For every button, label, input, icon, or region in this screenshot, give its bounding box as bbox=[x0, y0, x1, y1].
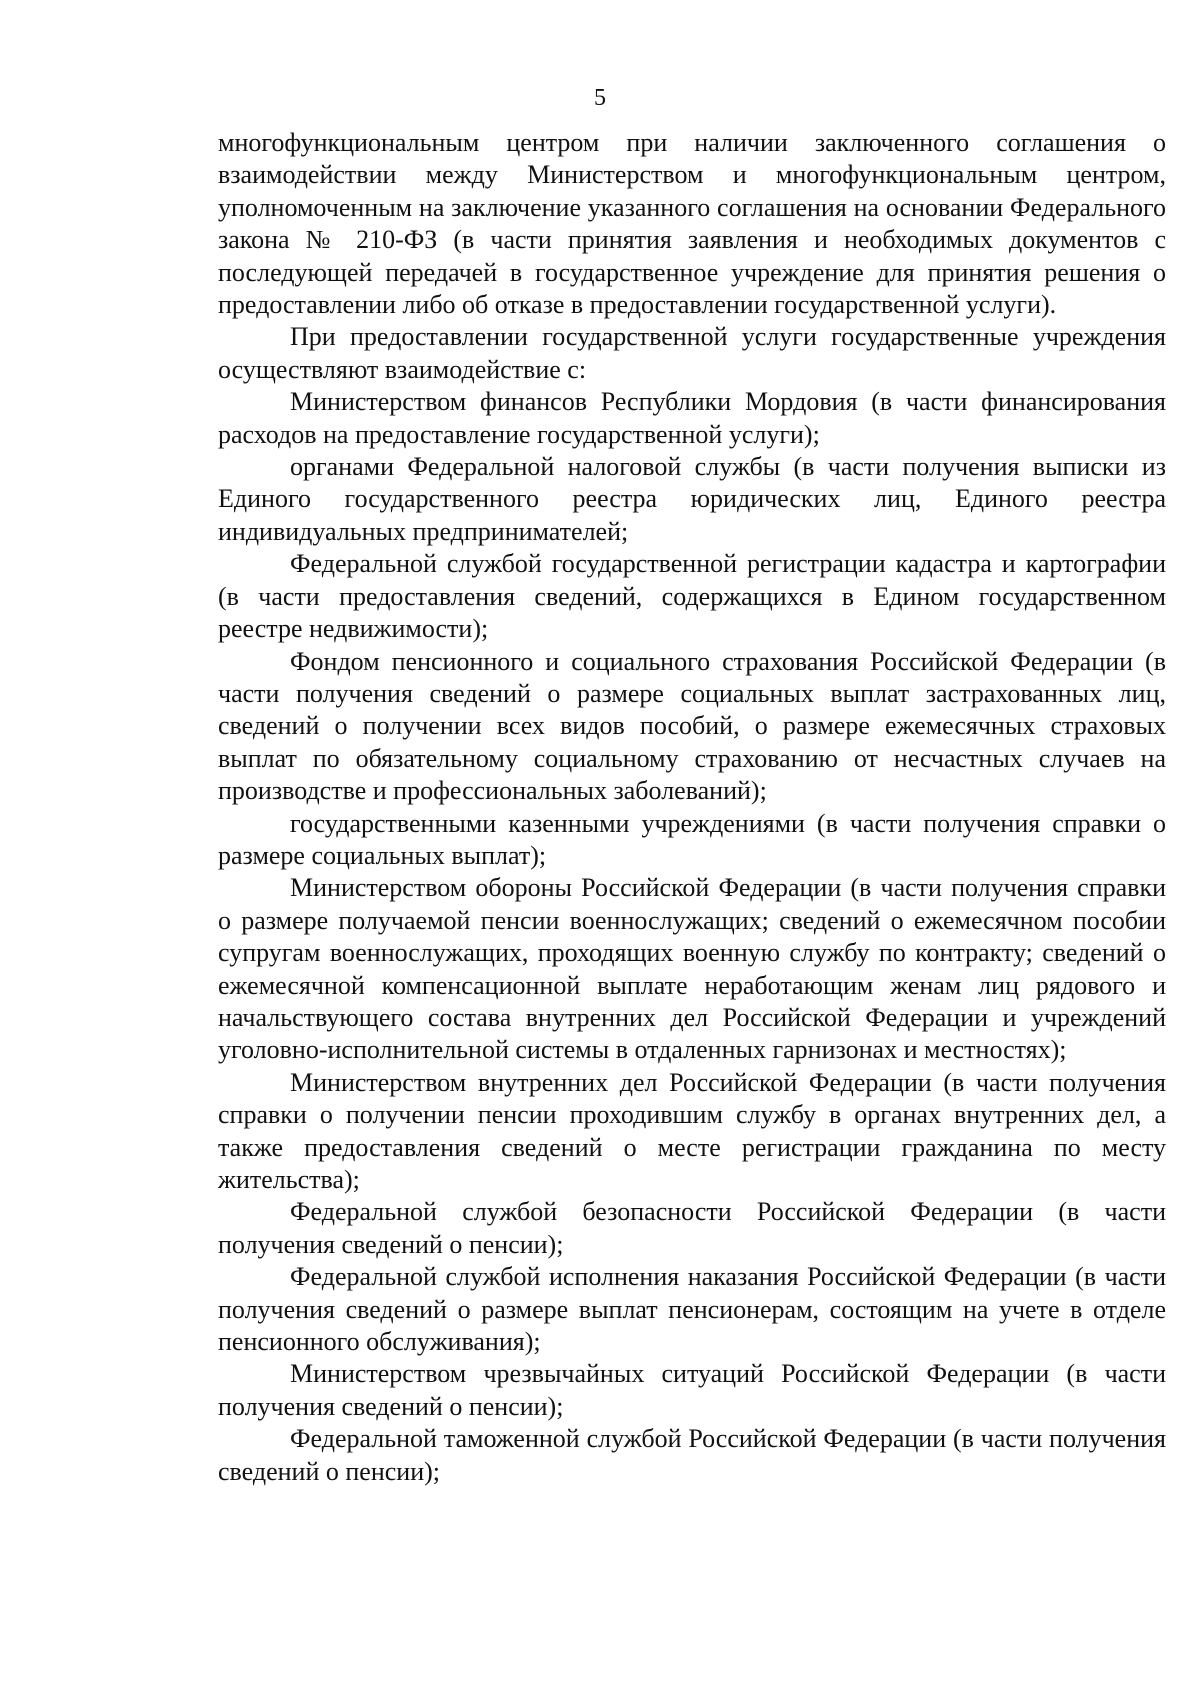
paragraph-ministry-finance: Министерством финансов Республики Мордовия (в части финансирования расходов на предоставление государственной услуги); bbox=[218, 387, 1166, 449]
paragraph-pension-fund: Фондом пенсионного и социального страхования Российской Федерации (в части получения сведений о размере социальных выплат застрахованных лиц, сведений о получении всех видов пособий, о размере ежемесячных страховых выплат по обязательному социальному страхованию от несчастных случаев на производстве и профессиональных заболеваний); bbox=[218, 646, 1166, 806]
paragraph-customs-service: Федеральной таможенной службой Российской Федерации (в части получения сведений о пенсии); bbox=[218, 1424, 1166, 1486]
paragraph-security-service: Федеральной службой безопасности Российской Федерации (в части получения сведений о пенсии); bbox=[218, 1197, 1166, 1259]
paragraph-continuation-mfc: многофункциональным центром при наличии заключенного соглашения о взаимодействии между Министерством и многофункциональным центром, уполномоченным на заключение указанного соглашения на основании Федерального закона № 210-ФЗ (в части принятия заявления и необходимых документов с последующей передачей в государственное учреждение для принятия решения о предоставлении либо об отказе в предоставлении государственной услуги). bbox=[218, 128, 1166, 320]
paragraph-registration-service: Федеральной службой государственной регистрации кадастра и картографии (в части предоставления сведений, содержащихся в Едином государственном реестре недвижимости); bbox=[218, 549, 1166, 644]
paragraph-emergency-ministry: Министерством чрезвычайных ситуаций Российской Федерации (в части получения сведений о пенсии); bbox=[218, 1359, 1166, 1421]
paragraph-tax-service: органами Федеральной налоговой службы (в части получения выписки из Единого государственного реестра юридических лиц, Единого реестра индивидуальных предпринимателей; bbox=[218, 452, 1166, 546]
page-number: 5 bbox=[594, 85, 606, 111]
paragraph-state-institutions: государственными казенными учреждениями (в части получения справки о размере социальных выплат); bbox=[218, 808, 1166, 870]
paragraph-ministry-defense: Министерством обороны Российской Федерации (в части получения справки о размере получаемой пенсии военнослужащих; сведений о ежемесячном пособии супругам военнослужащих, проходящих военную службу по контракту; сведений о ежемесячной компенсационной выплате неработающим женам лиц рядового и начальствующего состава внутренних дел Российской Федерации и учреждений уголовно-исполнительной системы в отдаленных гарнизонах и местностях); bbox=[218, 873, 1166, 1065]
paragraph-interaction-intro: При предоставлении государственной услуги государственные учреждения осуществляют взаимодействие с: bbox=[218, 322, 1166, 384]
document-body bbox=[218, 127, 1166, 1488]
paragraph-penitentiary-service: Федеральной службой исполнения наказания Российской Федерации (в части получения сведений о размере выплат пенсионерам, состоящим на учете в отделе пенсионного обслуживания); bbox=[218, 1262, 1166, 1357]
paragraph-ministry-internal-affairs: Министерством внутренних дел Российской Федерации (в части получения справки о получении пенсии проходившим службу в органах внутренних дел, а также предоставления сведений о месте регистрации гражданина по месту жительства); bbox=[218, 1067, 1166, 1194]
